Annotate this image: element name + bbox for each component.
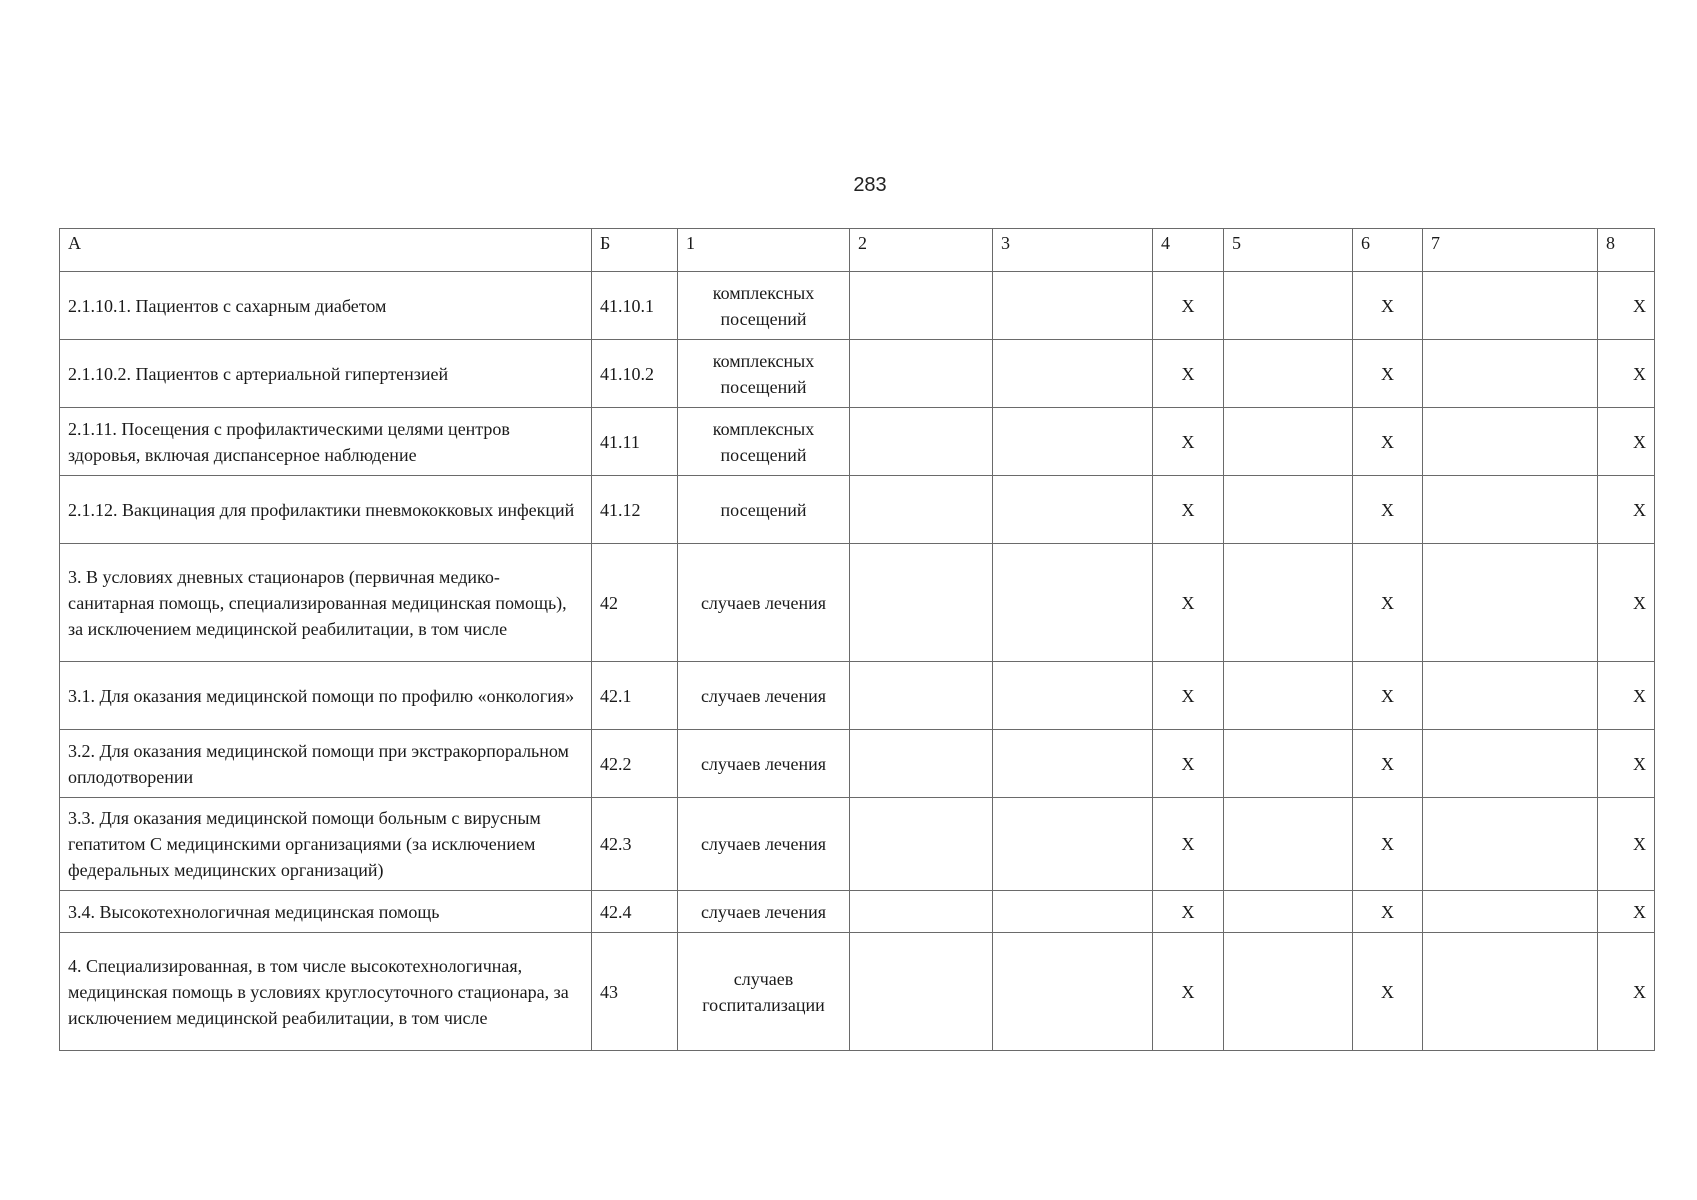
row-name: 3.1. Для оказания медицинской помощи по профилю «онкология» bbox=[60, 662, 592, 730]
row-unit: случаев лечения bbox=[678, 662, 850, 730]
page-number: 283 bbox=[853, 174, 887, 196]
row-col-2 bbox=[850, 408, 993, 476]
row-unit: случаев лечения bbox=[678, 730, 850, 798]
row-unit: комплексных посещений bbox=[678, 340, 850, 408]
row-col-2 bbox=[850, 798, 993, 891]
row-col-8: X bbox=[1598, 408, 1655, 476]
row-name: 2.1.10.1. Пациентов с сахарным диабетом bbox=[60, 272, 592, 340]
row-col-6: X bbox=[1353, 933, 1423, 1051]
row-col-3 bbox=[993, 272, 1153, 340]
row-col-7 bbox=[1423, 272, 1598, 340]
table-row bbox=[60, 891, 1655, 933]
row-col-5 bbox=[1224, 730, 1353, 798]
row-col-6: X bbox=[1353, 662, 1423, 730]
row-unit: случаев лечения bbox=[678, 544, 850, 662]
table-row bbox=[60, 730, 1655, 798]
row-col-4: X bbox=[1153, 730, 1224, 798]
row-col-8: X bbox=[1598, 730, 1655, 798]
row-col-3 bbox=[993, 408, 1153, 476]
header-cell-3: 3 bbox=[993, 229, 1153, 272]
row-col-6: X bbox=[1353, 408, 1423, 476]
row-col-3 bbox=[993, 340, 1153, 408]
row-col-2 bbox=[850, 272, 993, 340]
row-col-3 bbox=[993, 891, 1153, 933]
row-col-5 bbox=[1224, 272, 1353, 340]
row-code: 42.4 bbox=[592, 891, 678, 933]
row-col-7 bbox=[1423, 662, 1598, 730]
row-col-5 bbox=[1224, 408, 1353, 476]
row-col-6: X bbox=[1353, 476, 1423, 544]
row-col-7 bbox=[1423, 933, 1598, 1051]
table-row bbox=[60, 544, 1655, 662]
row-col-6: X bbox=[1353, 272, 1423, 340]
row-col-2 bbox=[850, 476, 993, 544]
row-col-3 bbox=[993, 933, 1153, 1051]
row-code: 43 bbox=[592, 933, 678, 1051]
row-col-4: X bbox=[1153, 798, 1224, 891]
row-col-2 bbox=[850, 662, 993, 730]
header-cell-4: 4 bbox=[1153, 229, 1224, 272]
row-unit: случаев лечения bbox=[678, 891, 850, 933]
row-col-4: X bbox=[1153, 272, 1224, 340]
row-col-3 bbox=[993, 476, 1153, 544]
row-unit: комплексных посещений bbox=[678, 272, 850, 340]
row-col-6: X bbox=[1353, 798, 1423, 891]
row-col-3 bbox=[993, 730, 1153, 798]
header-cell-8: 8 bbox=[1598, 229, 1655, 272]
row-col-4: X bbox=[1153, 891, 1224, 933]
header-cell-1: 1 bbox=[678, 229, 850, 272]
header-cell-b: Б bbox=[592, 229, 678, 272]
row-col-4: X bbox=[1153, 340, 1224, 408]
table-row bbox=[60, 798, 1655, 891]
row-col-8: X bbox=[1598, 340, 1655, 408]
row-unit: комплексных посещений bbox=[678, 408, 850, 476]
table-row bbox=[60, 662, 1655, 730]
row-name: 3.2. Для оказания медицинской помощи при экстракорпоральном оплодотворении bbox=[60, 730, 592, 798]
row-col-7 bbox=[1423, 891, 1598, 933]
row-code: 42.2 bbox=[592, 730, 678, 798]
row-col-5 bbox=[1224, 662, 1353, 730]
row-code: 41.11 bbox=[592, 408, 678, 476]
row-code: 41.10.1 bbox=[592, 272, 678, 340]
row-name: 2.1.10.2. Пациентов с артериальной гипертензией bbox=[60, 340, 592, 408]
header-cell-7: 7 bbox=[1423, 229, 1598, 272]
row-col-3 bbox=[993, 662, 1153, 730]
row-col-2 bbox=[850, 340, 993, 408]
row-col-4: X bbox=[1153, 544, 1224, 662]
row-col-5 bbox=[1224, 891, 1353, 933]
table-row bbox=[60, 408, 1655, 476]
row-name: 3.3. Для оказания медицинской помощи больным с вирусным гепатитом С медицинскими организациями (за исключением федеральных медицинских организаций) bbox=[60, 798, 592, 891]
row-col-6: X bbox=[1353, 891, 1423, 933]
row-code: 42.3 bbox=[592, 798, 678, 891]
row-col-7 bbox=[1423, 730, 1598, 798]
row-code: 42 bbox=[592, 544, 678, 662]
row-name: 3.4. Высокотехнологичная медицинская помощь bbox=[60, 891, 592, 933]
row-unit: посещений bbox=[678, 476, 850, 544]
row-col-5 bbox=[1224, 476, 1353, 544]
row-col-4: X bbox=[1153, 933, 1224, 1051]
header-row bbox=[60, 229, 1655, 272]
table-row bbox=[60, 340, 1655, 408]
table-row bbox=[60, 476, 1655, 544]
row-col-5 bbox=[1224, 544, 1353, 662]
row-col-4: X bbox=[1153, 408, 1224, 476]
data-table bbox=[59, 228, 1655, 1051]
row-col-6: X bbox=[1353, 340, 1423, 408]
row-col-5 bbox=[1224, 798, 1353, 891]
row-unit: случаев госпитализации bbox=[678, 933, 850, 1051]
row-code: 41.10.2 bbox=[592, 340, 678, 408]
row-col-4: X bbox=[1153, 662, 1224, 730]
row-col-2 bbox=[850, 933, 993, 1051]
row-col-3 bbox=[993, 544, 1153, 662]
row-col-3 bbox=[993, 798, 1153, 891]
row-col-8: X bbox=[1598, 662, 1655, 730]
row-col-7 bbox=[1423, 476, 1598, 544]
row-col-2 bbox=[850, 730, 993, 798]
row-col-6: X bbox=[1353, 730, 1423, 798]
row-col-7 bbox=[1423, 544, 1598, 662]
row-col-8: X bbox=[1598, 476, 1655, 544]
row-col-8: X bbox=[1598, 933, 1655, 1051]
row-name: 2.1.12. Вакцинация для профилактики пневмококковых инфекций bbox=[60, 476, 592, 544]
header-cell-2: 2 bbox=[850, 229, 993, 272]
row-code: 41.12 bbox=[592, 476, 678, 544]
header-cell-6: 6 bbox=[1353, 229, 1423, 272]
row-col-7 bbox=[1423, 798, 1598, 891]
row-name: 4. Специализированная, в том числе высокотехнологичная, медицинская помощь в условиях круглосуточного стационара, за исключением медицинской реабилитации, в том числе bbox=[60, 933, 592, 1051]
row-col-7 bbox=[1423, 340, 1598, 408]
row-name: 3. В условиях дневных стационаров (первичная медико-санитарная помощь, специализированная медицинская помощь), за исключением медицинской реабилитации, в том числе bbox=[60, 544, 592, 662]
table-row bbox=[60, 272, 1655, 340]
row-col-6: X bbox=[1353, 544, 1423, 662]
row-col-8: X bbox=[1598, 891, 1655, 933]
row-name: 2.1.11. Посещения с профилактическими целями центров здоровья, включая диспансерное наблюдение bbox=[60, 408, 592, 476]
table-row bbox=[60, 933, 1655, 1051]
row-col-5 bbox=[1224, 340, 1353, 408]
row-code: 42.1 bbox=[592, 662, 678, 730]
row-unit: случаев лечения bbox=[678, 798, 850, 891]
row-col-2 bbox=[850, 544, 993, 662]
row-col-7 bbox=[1423, 408, 1598, 476]
header-cell-a: А bbox=[60, 229, 592, 272]
header-cell-5: 5 bbox=[1224, 229, 1353, 272]
row-col-8: X bbox=[1598, 272, 1655, 340]
row-col-8: X bbox=[1598, 544, 1655, 662]
row-col-5 bbox=[1224, 933, 1353, 1051]
row-col-2 bbox=[850, 891, 993, 933]
row-col-4: X bbox=[1153, 476, 1224, 544]
row-col-8: X bbox=[1598, 798, 1655, 891]
